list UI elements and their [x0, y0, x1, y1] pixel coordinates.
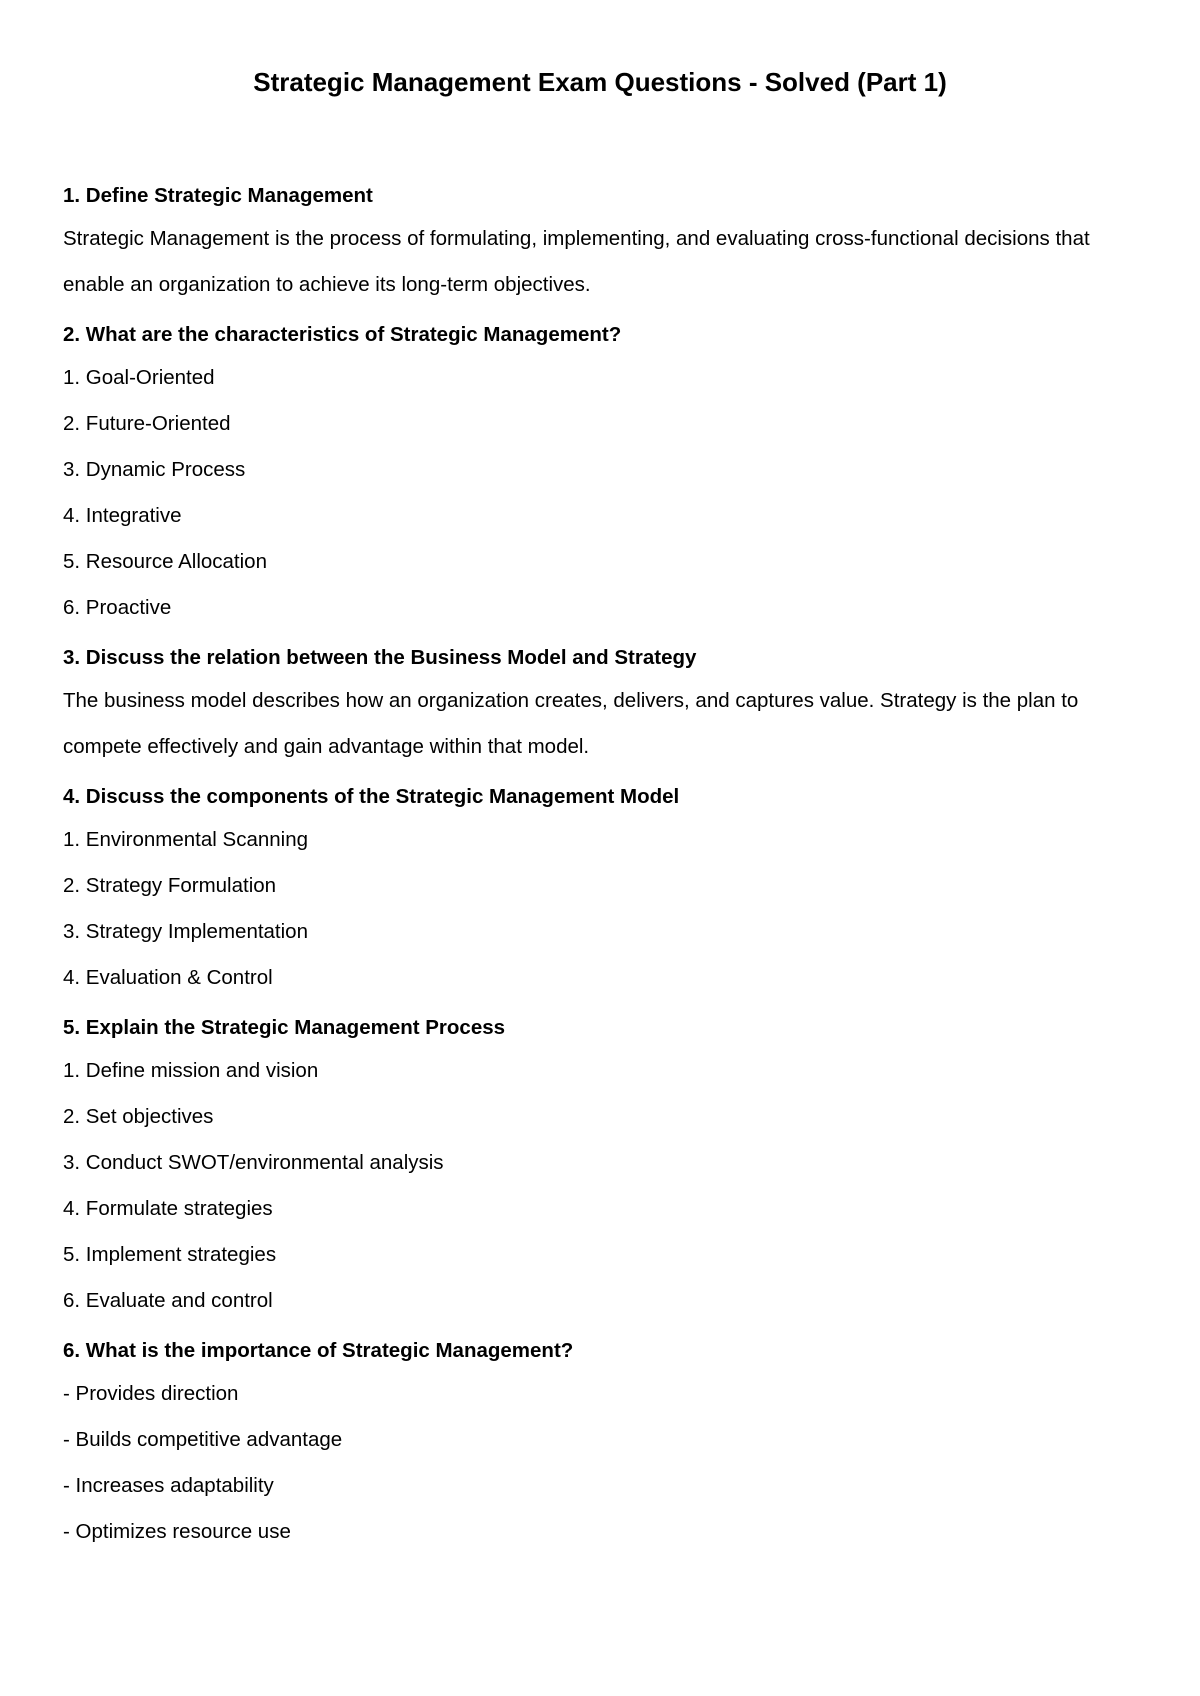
section-heading: 5. Explain the Strategic Management Process	[63, 1016, 506, 1039]
section-3	[63, 642, 1143, 770]
list-item: 4. Evaluation & Control	[63, 966, 273, 989]
section-list	[63, 355, 1143, 631]
list-item: 6. Evaluate and control	[63, 1289, 273, 1312]
list-item: - Builds competitive advantage	[63, 1428, 343, 1451]
list-item: 3. Strategy Implementation	[63, 920, 308, 943]
list-item: 1. Environmental Scanning	[63, 828, 309, 851]
section-paragraph: The business model describes how an organization creates, delivers, and captures value. Strategy is the plan to compete effectively and gain advantage within that model.	[63, 689, 1079, 758]
section-1	[63, 180, 1143, 308]
section-4	[63, 781, 1143, 1001]
list-item: 5. Resource Allocation	[63, 550, 267, 573]
list-item: 2. Set objectives	[63, 1105, 214, 1128]
section-2	[63, 319, 1143, 631]
section-heading: 2. What are the characteristics of Strategic Management?	[63, 323, 622, 346]
section-heading: 1. Define Strategic Management	[63, 184, 373, 207]
list-item: 2. Strategy Formulation	[63, 874, 277, 897]
section-heading: 3. Discuss the relation between the Business Model and Strategy	[63, 646, 697, 669]
list-item: 1. Goal-Oriented	[63, 366, 215, 389]
list-item: 2. Future-Oriented	[63, 412, 231, 435]
list-item: 4. Integrative	[63, 504, 182, 527]
section-heading: 4. Discuss the components of the Strategic Management Model	[63, 785, 680, 808]
section-5	[63, 1012, 1143, 1324]
section-list	[63, 1048, 1143, 1324]
section-heading: 6. What is the importance of Strategic Management?	[63, 1339, 574, 1362]
section-list	[63, 817, 1143, 1001]
list-item: 6. Proactive	[63, 596, 172, 619]
list-item: 3. Dynamic Process	[63, 458, 246, 481]
document-body	[63, 180, 1143, 1566]
list-item: - Increases adaptability	[63, 1474, 274, 1497]
list-item: - Optimizes resource use	[63, 1520, 291, 1543]
list-item: - Provides direction	[63, 1382, 239, 1405]
list-item: 1. Define mission and vision	[63, 1059, 319, 1082]
list-item: 4. Formulate strategies	[63, 1197, 273, 1220]
list-item: 3. Conduct SWOT/environmental analysis	[63, 1151, 444, 1174]
document-title: Strategic Management Exam Questions - Solved (Part 1)	[253, 67, 947, 97]
list-item: 5. Implement strategies	[63, 1243, 277, 1266]
section-6	[63, 1335, 1143, 1555]
section-list	[63, 1371, 1143, 1555]
section-paragraph: Strategic Management is the process of formulating, implementing, and evaluating cross-functional decisions that enable an organization to achieve its long-term objectives.	[63, 227, 1090, 296]
